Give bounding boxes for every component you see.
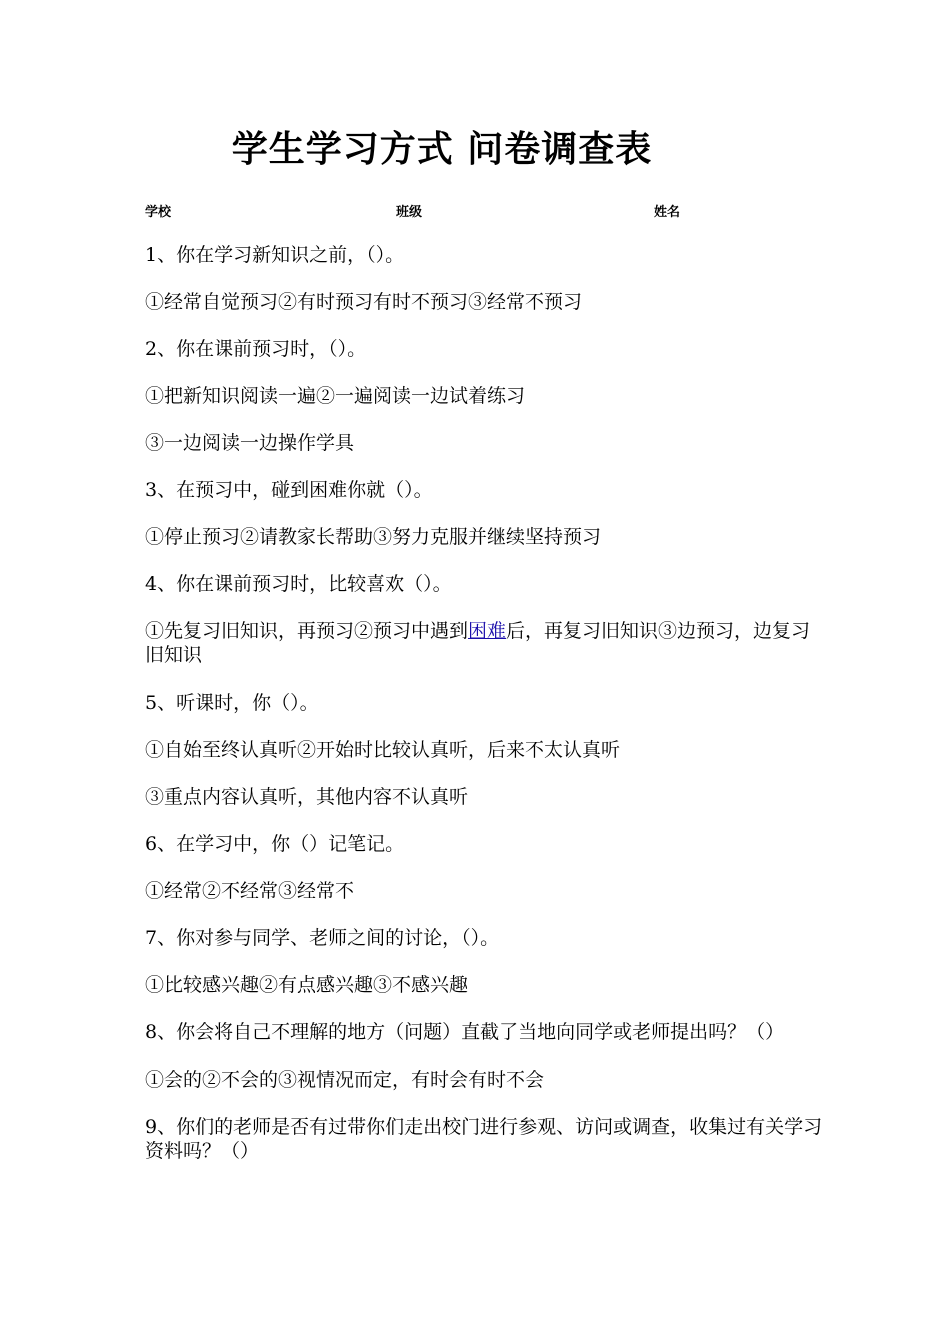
question-9: 9、你们的老师是否有过带你们走出校门进行参观、访问或调查，收集过有关学习资料吗？（）: [145, 1116, 823, 1162]
difficulty-link[interactable]: 困难: [468, 620, 507, 642]
question-2-options-a: ①把新知识阅读一遍②一遍阅读一边试着练习: [145, 385, 526, 407]
class-label: 班级: [396, 205, 423, 220]
question-5: 5、听课时，你（）。: [145, 692, 319, 714]
question-4-options: [145, 619, 825, 667]
question-4-options-start: ①先复习旧知识，再预习②预习中遇到: [145, 620, 469, 642]
question-1-options: ①经常自觉预习②有时预习有时不预习③经常不预习: [145, 291, 583, 313]
question-3: 3、在预习中，碰到困难你就（）。: [145, 479, 433, 501]
name-label: 姓名: [654, 205, 681, 220]
question-6: 6、在学习中，你（）记笔记。: [145, 833, 405, 855]
question-7: 7、你对参与同学、老师之间的讨论，（）。: [145, 927, 500, 949]
info-row: [0, 201, 950, 221]
questionnaire-body: [145, 243, 825, 1187]
question-8-options: ①会的②不会的③视情况而定，有时会有时不会: [145, 1069, 545, 1091]
question-4-options-end: 后，再复习旧知识③边预习，边复习旧知识: [145, 620, 811, 666]
question-6-options: ①经常②不经常③经常不: [145, 880, 355, 902]
question-1: 1、你在学习新知识之前，（）。: [145, 244, 405, 266]
question-2: 2、你在课前预习时，（）。: [145, 338, 367, 360]
question-2-options-b: ③一边阅读一边操作学具: [145, 432, 355, 454]
question-5-options-a: ①自始至终认真听②开始时比较认真听，后来不太认真听: [145, 739, 621, 761]
school-label: 学校: [145, 205, 172, 220]
question-7-options: ①比较感兴趣②有点感兴趣③不感兴趣: [145, 974, 469, 996]
question-8: 8、你会将自己不理解的地方（问题）直截了当地向同学或老师提出吗？（）: [145, 1021, 785, 1043]
page-title: 学生学习方式 问卷调查表: [231, 129, 653, 170]
question-4: 4、你在课前预习时，比较喜欢（）。: [145, 573, 452, 595]
question-5-options-b: ③重点内容认真听，其他内容不认真听: [145, 786, 469, 808]
question-3-options: ①停止预习②请教家长帮助③努力克服并继续坚持预习: [145, 526, 602, 548]
